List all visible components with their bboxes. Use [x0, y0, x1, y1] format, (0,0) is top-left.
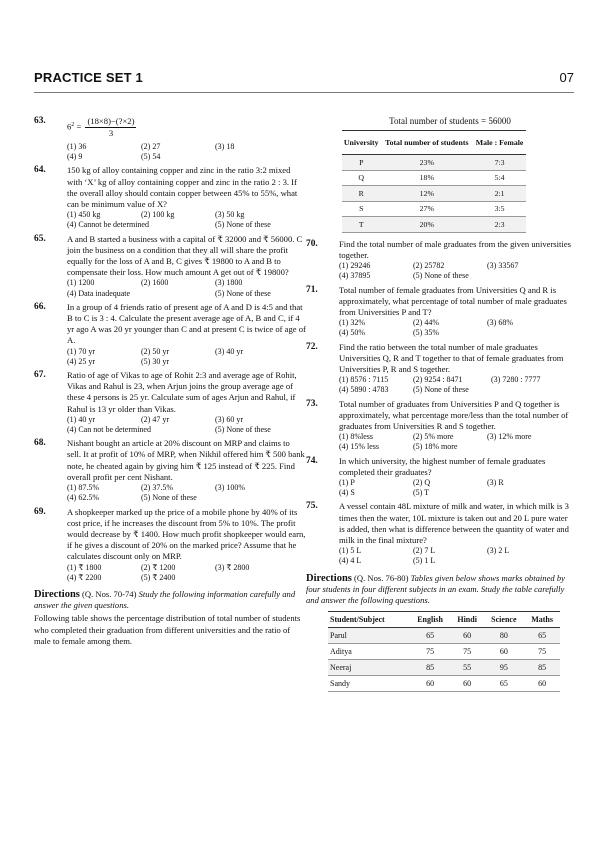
option: (2) 44%	[413, 318, 439, 328]
practice-set-title: PRACTICE SET 1	[34, 70, 143, 85]
answer-options	[339, 375, 574, 395]
question-number: 67.	[34, 370, 46, 381]
table-cell: R	[358, 188, 364, 198]
option: (3) 7280 : 7777	[491, 375, 541, 385]
fraction: $\frac{(18\times 8)-(?\times 2)}{3}$	[87, 116, 135, 139]
option: (3) 100%	[215, 483, 245, 493]
table-cell: 60	[538, 679, 547, 689]
option: (5) 30 yr	[141, 356, 169, 366]
option: (4) 50%	[339, 328, 365, 338]
question-number: 68.	[34, 438, 46, 449]
option: (1) 1200	[67, 278, 95, 288]
table-cell: P	[359, 157, 364, 167]
option: (5) 18% more	[413, 442, 458, 452]
question-64	[34, 165, 306, 230]
option: (2) Q	[413, 477, 431, 487]
table-intro: Following table shows the percentage distribution of total number of students who completed their graduation from different universities and the ratio of male to female among them.	[34, 613, 301, 646]
table-cell: Aditya	[330, 647, 352, 657]
university-table	[342, 130, 526, 233]
answer-options	[67, 347, 306, 367]
option: (4) 37895	[339, 271, 371, 281]
option: (2) 27	[141, 142, 161, 151]
option: (3) 60 yr	[215, 414, 243, 424]
directions-range: (Q. Nos. 76-80)	[351, 572, 411, 583]
table-cell: 23%	[419, 157, 434, 167]
option: (2) 9254 : 8471	[413, 375, 463, 385]
option: (2) 100 kg	[141, 210, 175, 220]
option: (1) 36	[67, 142, 87, 151]
option: (2) 25782	[413, 261, 445, 271]
question-66	[34, 302, 306, 367]
question-75	[306, 501, 574, 566]
table-cell: 2:3	[494, 219, 505, 229]
table-row	[328, 660, 560, 676]
option: (5) None of these	[413, 385, 469, 395]
table-cell: S	[359, 204, 364, 214]
table-row	[342, 201, 526, 217]
option: (4) 4 L	[339, 556, 362, 566]
column-header: Hindi	[451, 612, 484, 628]
question-text: Find the total number of male graduates from the given universities together.	[339, 238, 571, 260]
column-header: Science	[484, 612, 525, 628]
table-cell: 95	[499, 663, 508, 673]
table-cell: 75	[463, 647, 472, 657]
option: (2) ₹ 1200	[141, 562, 176, 572]
left-column	[34, 116, 306, 647]
table-cell: 7:3	[494, 157, 505, 167]
table-cell: 12%	[419, 188, 434, 198]
question-number: 73.	[306, 398, 318, 409]
option: (5) None of these	[215, 425, 271, 435]
answer-options	[67, 483, 306, 503]
question-text: Total number of graduates from Universities P and Q together is approximately, what percentage more/less than the total number of graduates from Universities R and S together.	[339, 398, 569, 431]
question-number: 66.	[34, 301, 46, 312]
answer-options	[339, 261, 574, 281]
question-number: 72.	[306, 341, 318, 352]
option: (3) 18	[215, 142, 235, 151]
table-cell: 75	[426, 647, 435, 657]
option: (4) Cannot be determined	[67, 220, 149, 230]
option: (2) 1600	[141, 278, 169, 288]
equation: $6^2$ = $\frac{(18\times 8)-(?\times 2)}{3}$	[67, 116, 135, 139]
option: (1) 40 yr	[67, 414, 95, 424]
table-cell: 65	[499, 679, 508, 689]
right-column	[306, 116, 574, 692]
question-69	[34, 507, 306, 583]
option: (4) S	[339, 488, 355, 498]
option: (1) P	[339, 477, 355, 487]
question-67	[34, 370, 306, 435]
table-row	[328, 628, 560, 644]
question-number: 74.	[306, 455, 318, 466]
table-cell: Sandy	[330, 679, 350, 689]
question-text: In which university, the highest number of female graduates completed their graduates?	[339, 455, 546, 477]
table-cell: 27%	[419, 204, 434, 214]
table-cell: 2:1	[494, 188, 505, 198]
table-caption: Total number of students = 56000	[389, 116, 511, 126]
question-text: Find the ratio between the total number of male graduates Universities Q, R and T together to that of female graduates from Universities P, R and S together.	[339, 341, 564, 374]
option: (2) 7 L	[413, 546, 436, 556]
table-row	[342, 186, 526, 202]
question-71	[306, 285, 574, 339]
table-cell: 60	[463, 679, 472, 689]
question-number: 69.	[34, 506, 46, 517]
question-text: Ratio of age of Vikas to age of Rohit 2:3 and average age of Rohit, Vikas and Rahul is 23, when Arjun joins the group average age of these 4 persons is 25 yr. Calculate sum of ages Arjun and Rahul, if Rahul is 13 yr older than Vikas.	[67, 370, 297, 414]
option: (5) None of these	[141, 493, 197, 503]
question-70	[306, 239, 574, 282]
table-cell: T	[358, 219, 364, 229]
table-cell: 60	[499, 647, 508, 657]
question-text: A vessel contain 48L mixture of milk and water, in which milk is 3 times then the water, 10L mixture is taken out and 20 L pure water is added, then what is difference between the quantity of water and milk in the final mixture?	[339, 501, 569, 545]
option: (3) 2 L	[487, 546, 510, 556]
question-number: 71.	[306, 284, 318, 295]
table-row	[342, 155, 526, 171]
option: (1) 29246	[339, 261, 371, 271]
option: (3) 12% more	[487, 432, 532, 442]
header-divider	[34, 92, 574, 93]
directions-text: Tables given below shows marks obtained by four students in four different subjects in an exam. Study the table carefully and answer the following questions.	[306, 572, 565, 605]
column-header: Student/Subject	[328, 612, 409, 628]
marks-table	[328, 611, 560, 692]
question-68	[34, 438, 306, 503]
option: (1) 8%less	[339, 432, 373, 442]
column-header: English	[409, 612, 450, 628]
option: (5) 35%	[413, 328, 439, 338]
option: (4) 9	[67, 152, 83, 162]
option: (3) 33567	[487, 261, 519, 271]
option: (5) ₹ 2400	[141, 572, 176, 582]
question-text: In a group of 4 friends ratio of present age of A and D is 4:5 and that B to C is 3 : 4. Calculate the present average age of A, B and C, if 4 yr ago A was 20 yr younger than C and at present C is twice of age of A.	[67, 301, 306, 346]
page-header	[34, 70, 574, 90]
answer-options	[67, 278, 306, 298]
option: (2) 50 yr	[141, 346, 169, 356]
question-74	[306, 456, 574, 499]
question-number: 64.	[34, 165, 46, 176]
question-73	[306, 399, 574, 453]
option: (1) 70 yr	[67, 346, 95, 356]
option: (5) T	[413, 488, 430, 498]
option: (5) 1 L	[413, 556, 436, 566]
option: (4) 25 yr	[67, 356, 95, 366]
option: (1) 450 kg	[67, 210, 101, 220]
question-number: 70.	[306, 238, 318, 249]
table-cell: 5:4	[494, 173, 505, 183]
table-cell: 65	[426, 631, 435, 641]
option: (4) 15% less	[339, 442, 379, 452]
option: (4) Data inadequate	[67, 288, 131, 298]
option: (2) 37.5%	[141, 483, 173, 493]
directions-70-74	[34, 589, 306, 611]
question-72	[306, 342, 574, 396]
option: (4) Can not be determined	[67, 425, 151, 435]
question-text: Total number of female graduates from Universities Q and R is approximately, what percentage of total number of male graduates from Universities P and T?	[339, 284, 567, 317]
question-number: 63.	[34, 116, 46, 126]
table-row	[342, 217, 526, 233]
answer-options	[339, 318, 574, 338]
column-header: Maths	[524, 612, 560, 628]
answer-options	[67, 210, 306, 230]
table-cell: 75	[538, 647, 547, 657]
table-cell: 55	[463, 663, 472, 673]
question-text: 150 kg of alloy containing copper and zinc in the ratio 3:2 mixed with ‘X’ kg of alloy containing copper and zinc in the ratio 2 : 3. If the overall alloy should contain copper between 45% to 55%, what can be minimum value of X?	[67, 165, 298, 210]
option: (3) ₹ 2800	[215, 562, 250, 572]
table-cell: Parul	[330, 631, 347, 641]
option: (4) 62.5%	[67, 493, 99, 503]
table-cell: Q	[358, 173, 365, 183]
directions-heading: Directions	[306, 572, 352, 584]
option: (1) 5 L	[339, 546, 362, 556]
option: (1) 8576 : 7115	[339, 375, 389, 385]
column-header: University	[342, 131, 380, 155]
option: (4) 5890 : 4783	[339, 385, 389, 395]
directions-76-80	[306, 573, 574, 607]
table-cell: Neeraj	[330, 663, 352, 673]
option: (3) R	[487, 477, 504, 487]
answer-options	[339, 478, 574, 498]
question-number: 75.	[306, 501, 318, 512]
table-cell: 20%	[419, 219, 434, 229]
option: (5) None of these	[215, 220, 271, 230]
question-63	[34, 116, 306, 162]
option: (1) ₹ 1800	[67, 562, 102, 572]
table-cell: 18%	[419, 173, 434, 183]
column-header: Total number of students	[380, 131, 473, 155]
option: (4) ₹ 2200	[67, 572, 102, 582]
directions-heading: Directions	[34, 588, 80, 600]
option: (3) 50 kg	[215, 210, 245, 220]
table-cell: 85	[426, 663, 435, 673]
question-text: Nishant bought an article at 20% discount on MRP and claims to sell. It at profit of 10% of MRP, when Nikhil offered him ₹ 500 bank note, he cheated again by giving him ₹ 125 instead of ₹ 225. Find overall profit per cent Nishant.	[67, 438, 305, 482]
option: (5) None of these	[215, 288, 271, 298]
directions-text: Study the following information carefully and answer the given questions.	[34, 588, 296, 611]
option: (3) 1800	[215, 278, 243, 288]
column-header: Male : Female	[473, 131, 526, 155]
page-number: 07	[559, 70, 574, 85]
table-cell: 60	[426, 679, 435, 689]
table-cell: 3:5	[494, 204, 505, 214]
option: (3) 40 yr	[215, 346, 243, 356]
answer-options	[339, 546, 574, 566]
question-text: A and B started a business with a capital of ₹ 32000 and ₹ 56000. C join the business on a condition that they all will share the profit equally for the loss of A and B, C gives ₹ 19800 to A and B to compensate their loss. How much amount A get out of ₹ 19800?	[67, 233, 303, 278]
answer-options	[67, 415, 306, 435]
answer-options	[67, 142, 306, 162]
option: (5) 54	[141, 152, 161, 162]
table-cell: 65	[538, 631, 547, 641]
table-row	[328, 676, 560, 692]
directions-range: (Q. Nos. 70-74)	[79, 588, 139, 599]
table-cell: 85	[538, 663, 547, 673]
question-text: A shopkeeper marked up the price of a mobile phone by 40% of its cost price, if he increases the discount from 5% to 10%. The profit would decrease by ₹ 1400. How much profit shopkeeper would earn, if he gives a discount of 20% on the marked price? Assume that he calculates discount only on MRP.	[67, 506, 306, 562]
option: (2) 47 yr	[141, 414, 169, 424]
table-row	[342, 170, 526, 186]
answer-options	[339, 432, 574, 452]
option: (5) None of these	[413, 271, 469, 281]
option: (1) 87.5%	[67, 483, 99, 493]
question-65	[34, 234, 306, 299]
answer-options	[67, 563, 306, 583]
option: (3) 68%	[487, 318, 513, 328]
option: (1) 32%	[339, 318, 365, 328]
table-cell: 60	[463, 631, 472, 641]
question-number: 65.	[34, 233, 46, 244]
table-row	[328, 644, 560, 660]
option: (2) 5% more	[413, 432, 454, 442]
table-cell: 80	[499, 631, 508, 641]
